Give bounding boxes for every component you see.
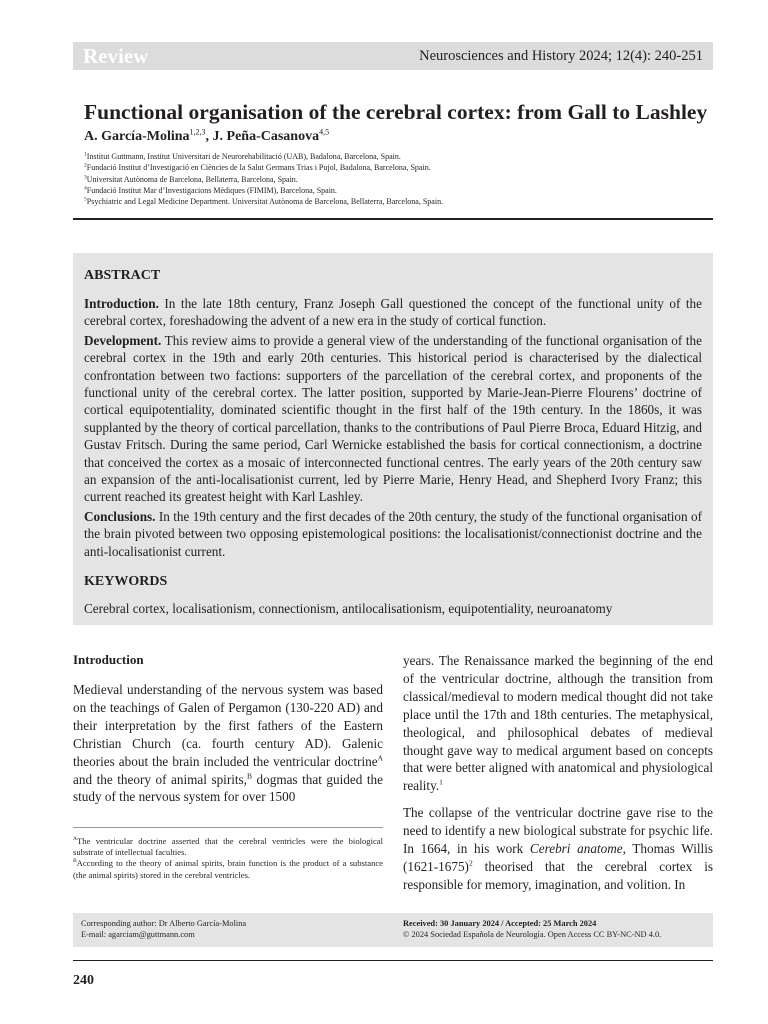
book-title: Cerebri anatome [529, 841, 623, 857]
correspondence-info [81, 918, 246, 940]
body-paragraph-2: The collapse of the ventricular doctrine gave rise to the need to identify a new biological substrate for psychic life. In 1664, in his work Cerebri anatome, Thomas Willis (1621-1675)$^2$ theorised that the cerebral cortex is responsible for memory, imagination, and volition. In [403, 805, 713, 892]
abstract-development: Development. This review aims to provide a general view of the understanding of the functional organisation of the cerebral cortex in the 19th and early 20th centuries. This historical period is characterised by the dialectical confrontation between two factions: supporters of the parcellation of the cerebral cortex, and proponents of the functional unity of the cerebral cortex. The latter position, supported by Marie-Jean-Pierre Flourens’ doctrine of cortical equipotentiality, dominated scientific thought in the first half of the 19th century. In the 1860s, it was supplanted by the theory of cortical parcellation, thanks to the contributions of Paul Pierre Broca, Eduard Hitzig, and Gustav Fritsch. During the same period, Carl Wernicke established the basis for cortical connectionism, a doctrine that conceived the cortex as a mosaic of interconnected functional centres. The early years of the 20th century saw an expansion of the anti-localisationist current, led by Pierre Marie, Henry Head, and Shepherd Ivory Franz; this current reached its greatest height with Karl Lashley. [84, 332, 702, 505]
article-title: Functional organisation of the cerebral cortex: from Gall to Lashley [84, 100, 708, 124]
journal-citation: Neurosciences and History 2024; 12(4): 240-251 [419, 48, 703, 64]
author-1: A. García-Molina$^{1,2,3}$ [84, 127, 206, 144]
correspondence-box [73, 913, 713, 947]
affiliation-3: $^3$Universitat Autònoma de Barcelona, Bellaterra, Barcelona, Spain. [84, 173, 298, 184]
section-heading-introduction: Introduction [73, 652, 144, 667]
page-number: 240 [73, 973, 94, 988]
footer-divider [73, 960, 713, 961]
abstract-heading: ABSTRACT [84, 268, 161, 283]
keywords-heading: KEYWORDS [84, 574, 168, 590]
footnote-ref-a[interactable]: A [377, 753, 383, 763]
author-2: J. Peña-Casanova$^{4,5}$ [212, 127, 330, 144]
abstract-box [73, 253, 713, 625]
citation-ref-1[interactable]: 1 [439, 777, 443, 787]
footnote-a: $^A$The ventricular doctrine asserted that the cerebral ventricles were the biological substrate of intellectual faculties. [73, 836, 383, 858]
affiliation-5: $^5$Psychiatric and Legal Medicine Department. Universitat Autònoma de Barcelona, Bellaterra, Barcelona, Spain. [84, 196, 444, 207]
body-paragraph-1-start: Medieval understanding of the nervous system was based on the teachings of Galen of Pergamon (130-220 AD) and their interpretation by the first fathers of the Eastern Christian Church (ca. fourth century AD). Galenic theories about the brain included the ventricular doctrine$^A$ and the theory of animal spirits,$^B$ dogmas that guided the study of the nervous system for over 1500 [73, 682, 383, 805]
header-divider [73, 218, 713, 220]
footnotes [73, 836, 383, 881]
publication-info [403, 918, 661, 940]
section-tag: Review [83, 44, 149, 68]
body-paragraph-1-text-part-2: years. The Renaissance marked the beginning of the end of the ventricular doctrine, although the transition from classical/medieval to modern medical thought did not take place until the 17th and 18th centuries. The metaphysical, theological, and philosophical debates of medieval thought gave way to medical argument based on concepts that were better aligned with anatomical and physiological reality. [403, 653, 713, 794]
corresponding-author: Corresponding author: Dr Alberto García-Molina [81, 919, 247, 928]
citation-ref-2[interactable]: 2 [468, 858, 473, 868]
body-paragraph-1-continued [403, 652, 713, 795]
body-column-left [73, 652, 383, 806]
footnote-divider [73, 827, 383, 828]
abstract-introduction: Introduction. In the late 18th century, Franz Joseph Gall questioned the concept of the functional unity of the cerebral cortex, foreshadowing the advent of a new era in the study of cortical function. [84, 296, 702, 329]
affiliation-2: $^2$Fundació Institut d’Investigació en Ciències de la Salut Germans Trias i Pujol, Badalona, Barcelona, Spain. [84, 162, 431, 173]
header-bar [73, 42, 713, 70]
affiliation-list [84, 151, 443, 207]
license-notice: © 2024 Sociedad Española de Neurología. Open Access CC BY-NC-ND 4.0. [403, 930, 662, 939]
received-accepted-dates: Received: 30 January 2024 / Accepted: 25 March 2024 [403, 919, 597, 928]
footnote-ref-b[interactable]: B [246, 771, 252, 781]
author-list: A. García-Molina$^{1,2,3}$, J. Peña-Casanova$^{4,5}$ [84, 127, 330, 144]
affiliation-1: $^1$Institut Guttmann, Institut Universitari de Neurorehabilitació (UAB), Badalona, Barcelona, Spain. [84, 151, 401, 161]
body-column-right [403, 652, 713, 894]
affiliation-4: $^4$Fundació Institut Mar d’Investigacions Mèdiques (FIMIM), Barcelona, Spain. [84, 185, 337, 195]
footnote-b: $^B$According to the theory of animal spirits, brain function is the product of a substance (the animal spirits) stored in the cerebral ventricles. [73, 858, 383, 880]
author-email[interactable]: E-mail: agarciam@guttmann.com [81, 930, 195, 939]
abstract-conclusions: Conclusions. In the 19th century and the first decades of the 20th century, the study of the functional organisation of the brain pivoted between two opposing epistemological positions: the localisationist/connectionist doctrine and the anti-localisationist current. [84, 508, 702, 559]
body-paragraph-1-text-part-1: dogmas that guided the study of the nervous system for over 1500 [73, 771, 383, 805]
keywords-list: Cerebral cortex, localisationism, connectionism, antilocalisationism, equipotentiality, neuroanatomy [84, 601, 613, 617]
